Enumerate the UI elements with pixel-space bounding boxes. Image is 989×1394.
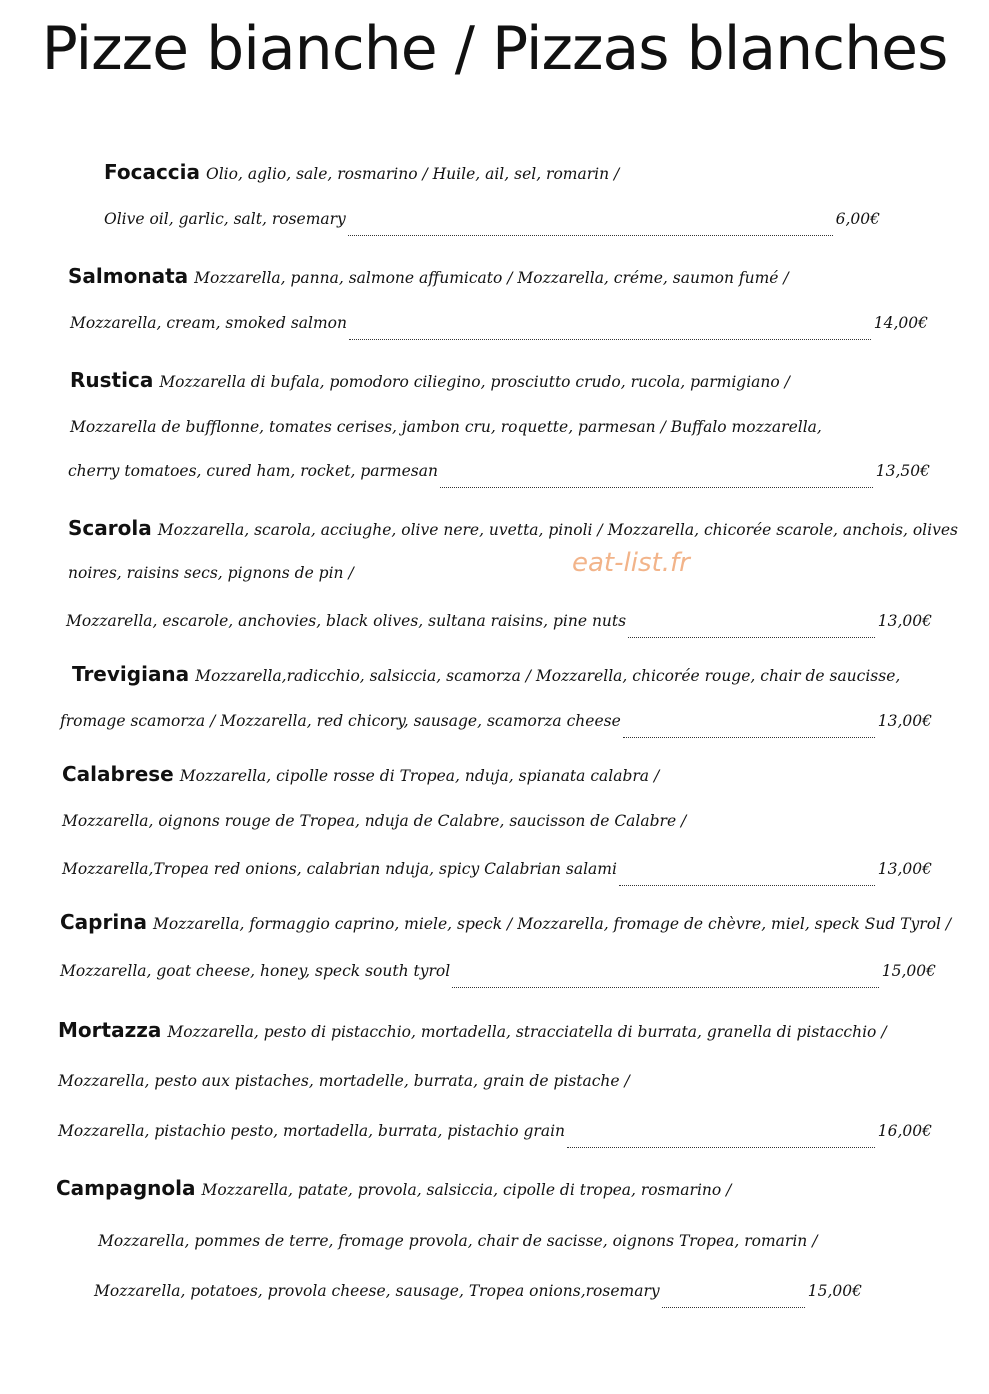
item-description: Mozzarella, scarola, acciughe, olive nere, uvetta, pinoli / Mozzarella, chicorée scarole, anchois, olives: [157, 521, 958, 539]
dotted-leader: [619, 884, 875, 886]
menu-item-trevigiana: [72, 662, 952, 692]
item-name: Campagnola: [56, 1176, 196, 1200]
item-description: Mozzarella de bufflonne, tomates cerises, jambon cru, roquette, parmesan / Buffalo mozzarella,: [70, 418, 822, 436]
menu-item-rustica: [70, 368, 950, 398]
dotted-leader: [623, 736, 875, 738]
item-name: Scarola: [68, 516, 152, 540]
item-description: Mozzarella,Tropea red onions, calabrian nduja, spicy Calabrian salami: [62, 860, 617, 878]
menu-item-line: [94, 1282, 862, 1312]
item-description: Mozzarella, pistachio pesto, mortadella, burrata, pistachio grain: [58, 1122, 566, 1140]
menu-item-line: [98, 1232, 938, 1262]
item-name: Caprina: [60, 910, 147, 934]
menu-item-caprina: [60, 910, 980, 940]
menu-item-line: [70, 314, 928, 344]
item-description: noires, raisins secs, pignons de pin /: [68, 564, 354, 582]
item-price: 15,00€: [807, 1282, 862, 1300]
menu-item-line: [58, 1072, 938, 1102]
item-price: 13,00€: [877, 612, 932, 630]
item-description: Mozzarella,radicchio, salsiccia, scamorza / Mozzarella, chicorée rouge, chair de saucisse,: [195, 667, 901, 685]
item-price: 13,00€: [877, 712, 932, 730]
item-description: Olio, aglio, sale, rosmarino / Huile, ail, sel, romarin /: [206, 165, 620, 183]
dotted-leader: [349, 338, 871, 340]
menu-item-mortazza: [58, 1018, 978, 1048]
item-name: Salmonata: [68, 264, 189, 288]
item-description: Mozzarella, panna, salmone affumicato / Mozzarella, créme, saumon fumé /: [194, 269, 789, 287]
dotted-leader: [452, 986, 879, 988]
dotted-leader: [348, 234, 833, 236]
item-price: 6,00€: [835, 210, 880, 228]
item-description: Mozzarella, oignons rouge de Tropea, nduja de Calabre, saucisson de Calabre /: [62, 812, 687, 830]
menu-item-scarola: [68, 516, 968, 546]
menu-item-line: [60, 712, 932, 742]
item-description: Mozzarella, pesto di pistacchio, mortadella, stracciatella di burrata, granella di pistacchio /: [167, 1023, 887, 1041]
item-name: Trevigiana: [72, 662, 190, 686]
item-description: Mozzarella di bufala, pomodoro ciliegino, prosciutto crudo, rucola, parmigiano /: [159, 373, 790, 391]
item-price: 13,00€: [877, 860, 932, 878]
item-price: 13,50€: [875, 462, 930, 480]
item-description: fromage scamorza / Mozzarella, red chicory, sausage, scamorza cheese: [60, 712, 621, 730]
dotted-leader: [440, 486, 873, 488]
menu-item-line: [104, 210, 880, 240]
item-description: Mozzarella, cipolle rosse di Tropea, nduja, spianata calabra /: [179, 767, 660, 785]
menu-item-line: [70, 418, 950, 448]
item-description: Mozzarella, pesto aux pistaches, mortadelle, burrata, grain de pistache /: [58, 1072, 630, 1090]
item-name: Mortazza: [58, 1018, 162, 1042]
menu-item-line: [60, 962, 936, 992]
menu-item-line: [66, 612, 932, 642]
menu-item-line: [58, 1122, 932, 1152]
item-price: 16,00€: [877, 1122, 932, 1140]
item-price: 14,00€: [873, 314, 928, 332]
dotted-leader: [662, 1306, 805, 1308]
item-description: Mozzarella, cream, smoked salmon: [70, 314, 347, 332]
item-description: Mozzarella, pommes de terre, fromage provola, chair de sacisse, oignons Tropea, romarin /: [98, 1232, 818, 1250]
menu-item-campagnola: [56, 1176, 936, 1206]
item-description: Mozzarella, potatoes, provola cheese, sausage, Tropea onions,rosemary: [94, 1282, 660, 1300]
menu-item-line: [68, 462, 930, 492]
item-description: Mozzarella, goat cheese, honey, speck south tyrol: [60, 962, 451, 980]
item-name: Calabrese: [62, 762, 174, 786]
watermark: eat-list.fr: [572, 548, 690, 578]
item-description: Mozzarella, escarole, anchovies, black olives, sultana raisins, pine nuts: [66, 612, 627, 630]
item-description: Olive oil, garlic, salt, rosemary: [104, 210, 346, 228]
item-price: 15,00€: [881, 962, 936, 980]
item-description: Mozzarella, formaggio caprino, miele, speck / Mozzarella, fromage de chèvre, miel, speck Sud Tyrol /: [152, 915, 952, 933]
item-description: Mozzarella, patate, provola, salsiccia, cipolle di tropea, rosmarino /: [201, 1181, 732, 1199]
item-name: Focaccia: [104, 160, 201, 184]
dotted-leader: [567, 1146, 875, 1148]
page-title: Pizze bianche / Pizzas blanches: [41, 14, 948, 84]
menu-item-salmonata: [68, 264, 948, 294]
menu-item-calabrese: [62, 762, 942, 792]
item-name: Rustica: [70, 368, 154, 392]
menu-item-line: [62, 860, 932, 890]
dotted-leader: [628, 636, 875, 638]
menu-item-focaccia: [104, 160, 924, 190]
menu-item-line: [62, 812, 942, 842]
item-description: cherry tomatoes, cured ham, rocket, parmesan: [68, 462, 438, 480]
